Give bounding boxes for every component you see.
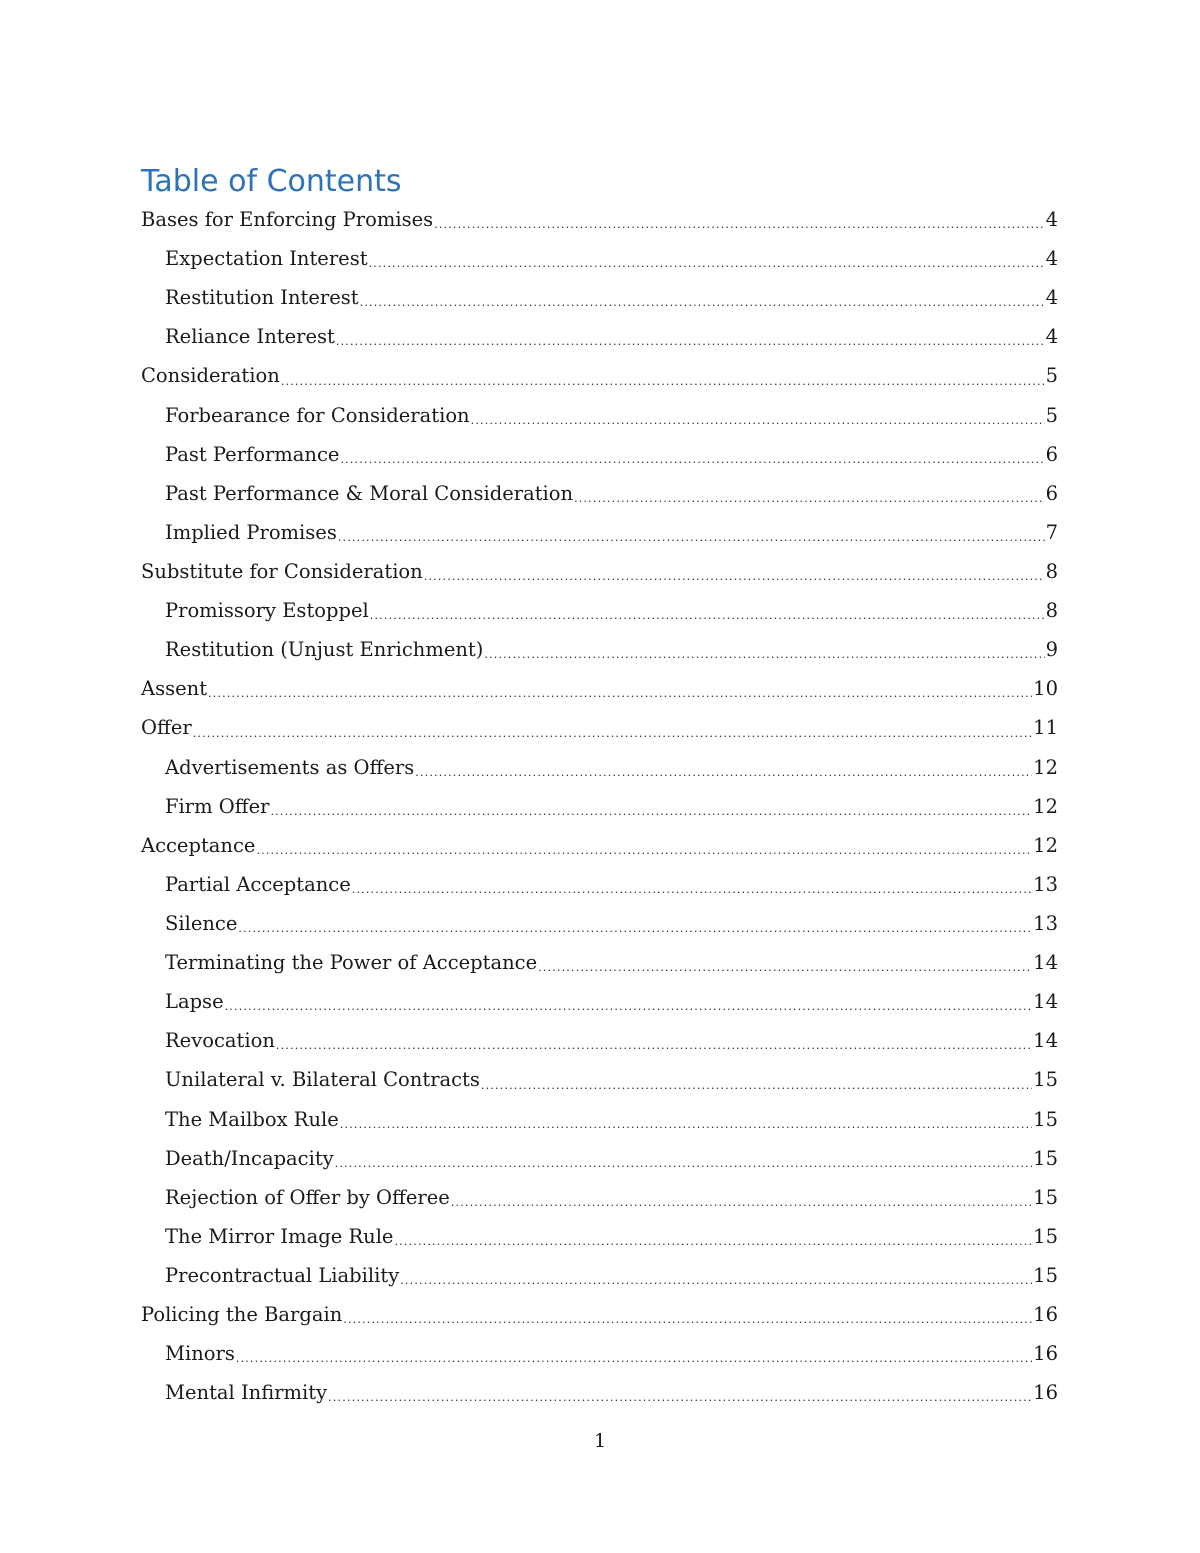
- toc-entry[interactable]: [141, 591, 1058, 630]
- toc-leader-dots: [481, 1080, 1032, 1100]
- toc-entry[interactable]: [141, 1217, 1058, 1256]
- toc-entry[interactable]: [141, 1178, 1058, 1217]
- toc-leader-dots: [335, 1158, 1032, 1178]
- toc-entry[interactable]: [141, 904, 1058, 943]
- toc-entry-text: Promissory Estoppel: [165, 599, 369, 623]
- toc-entry[interactable]: [141, 708, 1058, 747]
- toc-leader-dots: [336, 336, 1045, 356]
- toc-entry[interactable]: [141, 239, 1058, 278]
- toc-page-number: 8: [1045, 560, 1058, 584]
- toc-leader-dots: [225, 1001, 1033, 1021]
- toc-entry-text: Expectation Interest: [165, 247, 368, 271]
- toc-leader-dots: [193, 728, 1032, 748]
- toc-leader-dots: [451, 1197, 1032, 1217]
- toc-entry[interactable]: [141, 943, 1058, 982]
- toc-page-number: 12: [1033, 794, 1058, 818]
- toc-leader-dots: [236, 1353, 1032, 1373]
- toc-entry-text: Past Performance & Moral Consideration: [165, 481, 574, 505]
- toc-entry-text: Consideration: [141, 364, 280, 388]
- toc-entry-text: Implied Promises: [165, 520, 337, 544]
- toc-page-number: 5: [1045, 364, 1058, 388]
- toc-entry[interactable]: [141, 1373, 1058, 1412]
- toc-page-number: 10: [1033, 677, 1058, 701]
- toc-entry-text: Terminating the Power of Acceptance: [165, 951, 538, 975]
- toc-page-number: 5: [1045, 403, 1058, 427]
- toc-page-number: 12: [1033, 833, 1058, 857]
- toc-leader-dots: [394, 1236, 1032, 1256]
- toc-entry-text: Reliance Interest: [165, 325, 335, 349]
- toc-leader-dots: [328, 1392, 1032, 1412]
- toc-page-number: 15: [1033, 1068, 1058, 1092]
- toc-entry-text: Past Performance: [165, 442, 340, 466]
- toc-entry-text: Forbearance for Consideration: [165, 403, 470, 427]
- toc-leader-dots: [400, 1275, 1032, 1295]
- toc-leader-dots: [343, 1314, 1032, 1334]
- toc-leader-dots: [415, 767, 1032, 787]
- toc-entry-text: Acceptance: [141, 833, 256, 857]
- toc-leader-dots: [338, 532, 1045, 552]
- toc-leader-dots: [340, 1119, 1032, 1139]
- toc-leader-dots: [340, 454, 1044, 474]
- toc-entry-text: Assent: [141, 677, 208, 701]
- toc-entry-text: Minors: [165, 1342, 235, 1366]
- toc-page-number: 15: [1033, 1146, 1058, 1170]
- toc-leader-dots: [574, 493, 1044, 513]
- toc-leader-dots: [369, 258, 1045, 278]
- toc-heading: Table of Contents: [141, 164, 402, 199]
- toc-page-number: 4: [1045, 247, 1058, 271]
- toc-leader-dots: [276, 1040, 1032, 1060]
- toc-entry-text: Mental Infirmity: [165, 1381, 328, 1405]
- toc-entry[interactable]: [141, 669, 1058, 708]
- toc-entry[interactable]: [141, 1021, 1058, 1060]
- toc-page-number: 13: [1033, 872, 1058, 896]
- toc-list: [141, 200, 1058, 1412]
- toc-page-number: 13: [1033, 912, 1058, 936]
- page-number-footer: 1: [593, 1430, 607, 1452]
- toc-entry[interactable]: [141, 982, 1058, 1021]
- toc-page-number: 8: [1045, 599, 1058, 623]
- toc-page-number: 15: [1033, 1185, 1058, 1209]
- toc-entry[interactable]: [141, 513, 1058, 552]
- toc-leader-dots: [434, 219, 1044, 239]
- toc-entry[interactable]: [141, 278, 1058, 317]
- toc-page-number: 14: [1033, 951, 1058, 975]
- toc-entry[interactable]: [141, 865, 1058, 904]
- toc-entry-text: Rejection of Offer by Offeree: [165, 1185, 450, 1209]
- toc-entry-text: Unilateral v. Bilateral Contracts: [165, 1068, 480, 1092]
- toc-entry-text: The Mirror Image Rule: [165, 1224, 394, 1248]
- toc-entry[interactable]: [141, 552, 1058, 591]
- toc-entry[interactable]: [141, 474, 1058, 513]
- toc-leader-dots: [484, 649, 1044, 669]
- toc-entry[interactable]: [141, 787, 1058, 826]
- toc-entry[interactable]: [141, 200, 1058, 239]
- toc-page-number: 15: [1033, 1224, 1058, 1248]
- toc-page-number: 16: [1033, 1303, 1058, 1327]
- toc-entry-text: Advertisements as Offers: [165, 755, 415, 779]
- toc-entry-text: Precontractual Liability: [165, 1264, 400, 1287]
- toc-entry[interactable]: [141, 1256, 1058, 1295]
- toc-leader-dots: [270, 806, 1032, 826]
- toc-page-number: 4: [1045, 286, 1058, 310]
- toc-entry-text: Revocation: [165, 1029, 275, 1053]
- toc-leader-dots: [281, 376, 1045, 396]
- toc-entry-text: Policing the Bargain: [141, 1303, 343, 1327]
- toc-page-number: 11: [1033, 716, 1058, 740]
- toc-entry[interactable]: [141, 1295, 1058, 1334]
- toc-entry[interactable]: [141, 1060, 1058, 1099]
- toc-entry[interactable]: [141, 1139, 1058, 1178]
- toc-page-number: 6: [1045, 481, 1058, 505]
- toc-entry[interactable]: [141, 317, 1058, 356]
- toc-entry-text: Partial Acceptance: [165, 872, 351, 896]
- toc-page-number: 7: [1045, 520, 1058, 544]
- toc-entry[interactable]: [141, 356, 1058, 395]
- toc-page-number: 16: [1033, 1342, 1058, 1366]
- toc-leader-dots: [538, 962, 1032, 982]
- toc-entry-text: Restitution Interest: [165, 286, 359, 310]
- toc-page-number: 9: [1045, 638, 1058, 662]
- toc-page-number: 6: [1045, 442, 1058, 466]
- toc-leader-dots: [238, 923, 1032, 943]
- toc-entry[interactable]: [141, 1334, 1058, 1373]
- toc-page-number: 4: [1045, 325, 1058, 349]
- toc-page-number: 15: [1033, 1264, 1058, 1287]
- toc-page-number: 4: [1045, 208, 1058, 232]
- toc-entry-text: Lapse: [165, 990, 224, 1014]
- toc-entry-text: Bases for Enforcing Promises: [141, 208, 434, 232]
- toc-leader-dots: [471, 415, 1045, 435]
- toc-entry[interactable]: [141, 630, 1058, 669]
- toc-leader-dots: [208, 688, 1032, 708]
- toc-entry[interactable]: [141, 435, 1058, 474]
- toc-page-number: 14: [1033, 1029, 1058, 1053]
- toc-entry-text: Silence: [165, 912, 238, 936]
- toc-entry-text: The Mailbox Rule: [165, 1107, 339, 1131]
- toc-page-number: 14: [1033, 990, 1058, 1014]
- toc-page-number: 15: [1033, 1107, 1058, 1131]
- toc-entry[interactable]: [141, 396, 1058, 435]
- toc-page-number: 16: [1033, 1381, 1058, 1405]
- toc-leader-dots: [352, 884, 1032, 904]
- toc-leader-dots: [360, 297, 1045, 317]
- toc-entry-text: Restitution (Unjust Enrichment): [165, 638, 484, 662]
- toc-entry[interactable]: [141, 826, 1058, 865]
- toc-leader-dots: [370, 610, 1045, 630]
- toc-entry[interactable]: [141, 748, 1058, 787]
- toc-entry-text: Offer: [141, 716, 192, 740]
- toc-entry[interactable]: [141, 1100, 1058, 1139]
- toc-page-number: 12: [1033, 755, 1058, 779]
- toc-leader-dots: [424, 571, 1045, 591]
- toc-leader-dots: [256, 845, 1032, 865]
- toc-entry-text: Firm Offer: [165, 794, 270, 818]
- toc-entry-text: Death/Incapacity: [165, 1146, 334, 1170]
- toc-entry-text: Substitute for Consideration: [141, 560, 423, 584]
